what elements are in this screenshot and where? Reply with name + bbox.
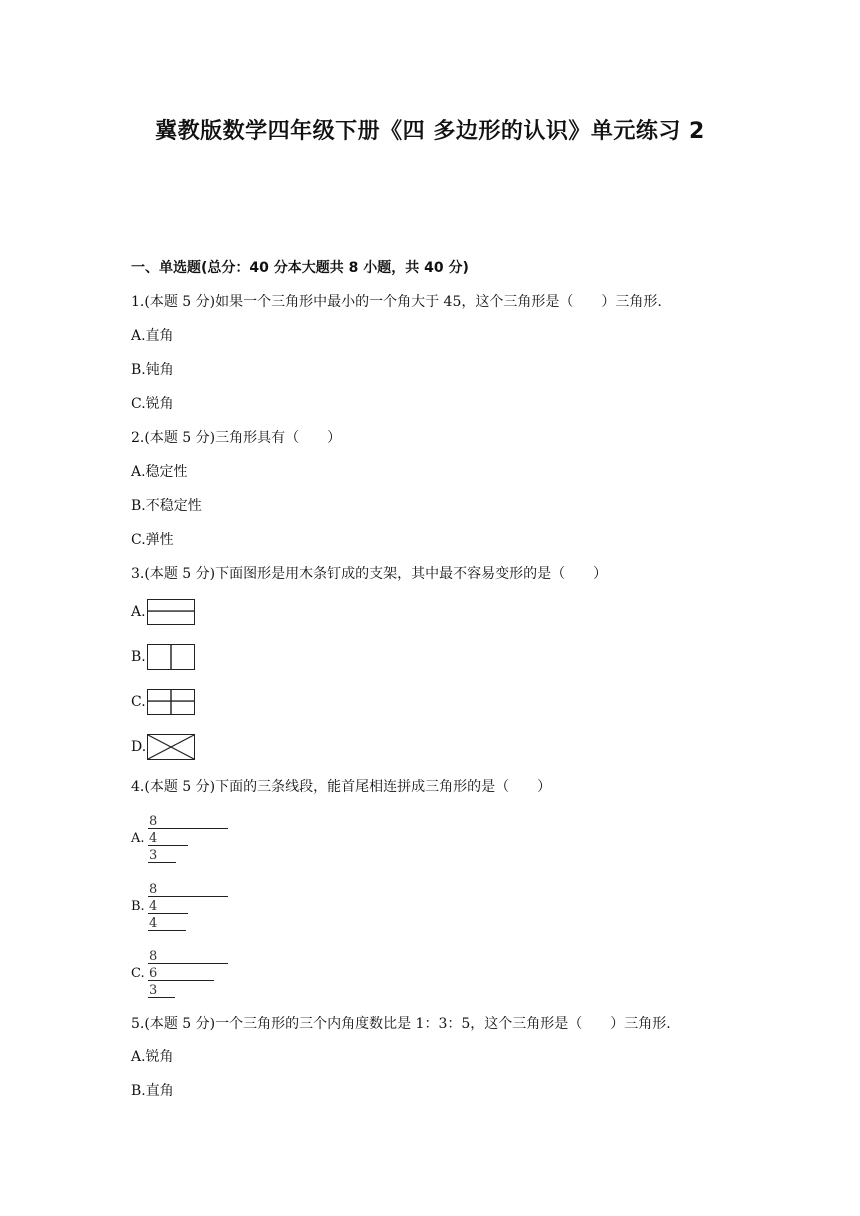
- option-label: C.: [131, 966, 145, 981]
- segment-line: [148, 846, 176, 863]
- question-5-stem: 5.(本题 5 分)一个三角形的三个内角度数比是 1：3：5，这个三角形是（ ）三角形.: [131, 1016, 671, 1032]
- segment-length-label: 8: [149, 814, 158, 829]
- segment-line: [148, 897, 188, 914]
- option-label: B.: [131, 899, 145, 914]
- segment-line: [148, 947, 228, 964]
- segment-line: [148, 829, 188, 846]
- question-2-option-c[interactable]: C.弹性: [131, 532, 174, 548]
- frame-horizontal-bar-figure: [147, 599, 195, 625]
- question-2-option-a[interactable]: A.稳定性: [131, 464, 188, 480]
- segment-length-label: 8: [149, 882, 158, 897]
- segment-set: [148, 880, 248, 930]
- question-2-option-b[interactable]: B.不稳定性: [131, 498, 202, 514]
- option-label: B.: [131, 649, 146, 665]
- section-heading: 一、单选题(总分：40 分本大题共 8 小题，共 40 分): [131, 260, 469, 276]
- question-1-option-a[interactable]: A.直角: [131, 328, 174, 344]
- segment-length-label: 3: [149, 983, 158, 998]
- question-5-option-a[interactable]: A.锐角: [131, 1049, 174, 1065]
- question-3-stem: 3.(本题 5 分)下面图形是用木条钉成的支架，其中最不容易变形的是（ ）: [131, 566, 608, 582]
- question-2-stem: 2.(本题 5 分)三角形具有（ ）: [131, 430, 342, 446]
- frame-cross-bar-figure: [147, 689, 195, 715]
- question-3-option-c[interactable]: [131, 687, 195, 717]
- option-label: C.: [131, 694, 146, 710]
- option-label: A.: [131, 604, 146, 620]
- question-3-option-b[interactable]: [131, 642, 195, 672]
- segment-length-label: 6: [149, 966, 158, 981]
- segment-length-label: 8: [149, 949, 158, 964]
- option-label: D.: [131, 739, 147, 755]
- segment-line: [148, 964, 214, 981]
- frame-vertical-bar-figure: [147, 644, 195, 670]
- segment-length-label: 4: [149, 831, 158, 846]
- segment-line: [148, 914, 186, 931]
- segment-line: [148, 812, 228, 829]
- frame-diagonal-brace-figure: [147, 734, 195, 760]
- segment-length-label: 3: [149, 848, 158, 863]
- segment-line: [148, 880, 228, 897]
- segment-set: [148, 947, 248, 997]
- question-1-option-b[interactable]: B.钝角: [131, 362, 174, 378]
- document-title: 冀教版数学四年级下册《四 多边形的认识》单元练习 2: [155, 119, 705, 144]
- option-label: A.: [131, 831, 145, 846]
- question-3-option-a[interactable]: [131, 597, 195, 627]
- segment-set: [148, 812, 248, 862]
- question-4-stem: 4.(本题 5 分)下面的三条线段，能首尾相连拼成三角形的是（ ）: [131, 779, 552, 795]
- question-1-option-c[interactable]: C.锐角: [131, 396, 174, 412]
- segment-length-label: 4: [149, 916, 158, 931]
- segment-length-label: 4: [149, 899, 158, 914]
- question-1-stem: 1.(本题 5 分)如果一个三角形中最小的一个角大于 45，这个三角形是（ ）三角形.: [131, 294, 662, 310]
- question-3-option-d[interactable]: [131, 732, 195, 762]
- segment-line: [148, 981, 175, 998]
- question-5-option-b[interactable]: B.直角: [131, 1083, 174, 1099]
